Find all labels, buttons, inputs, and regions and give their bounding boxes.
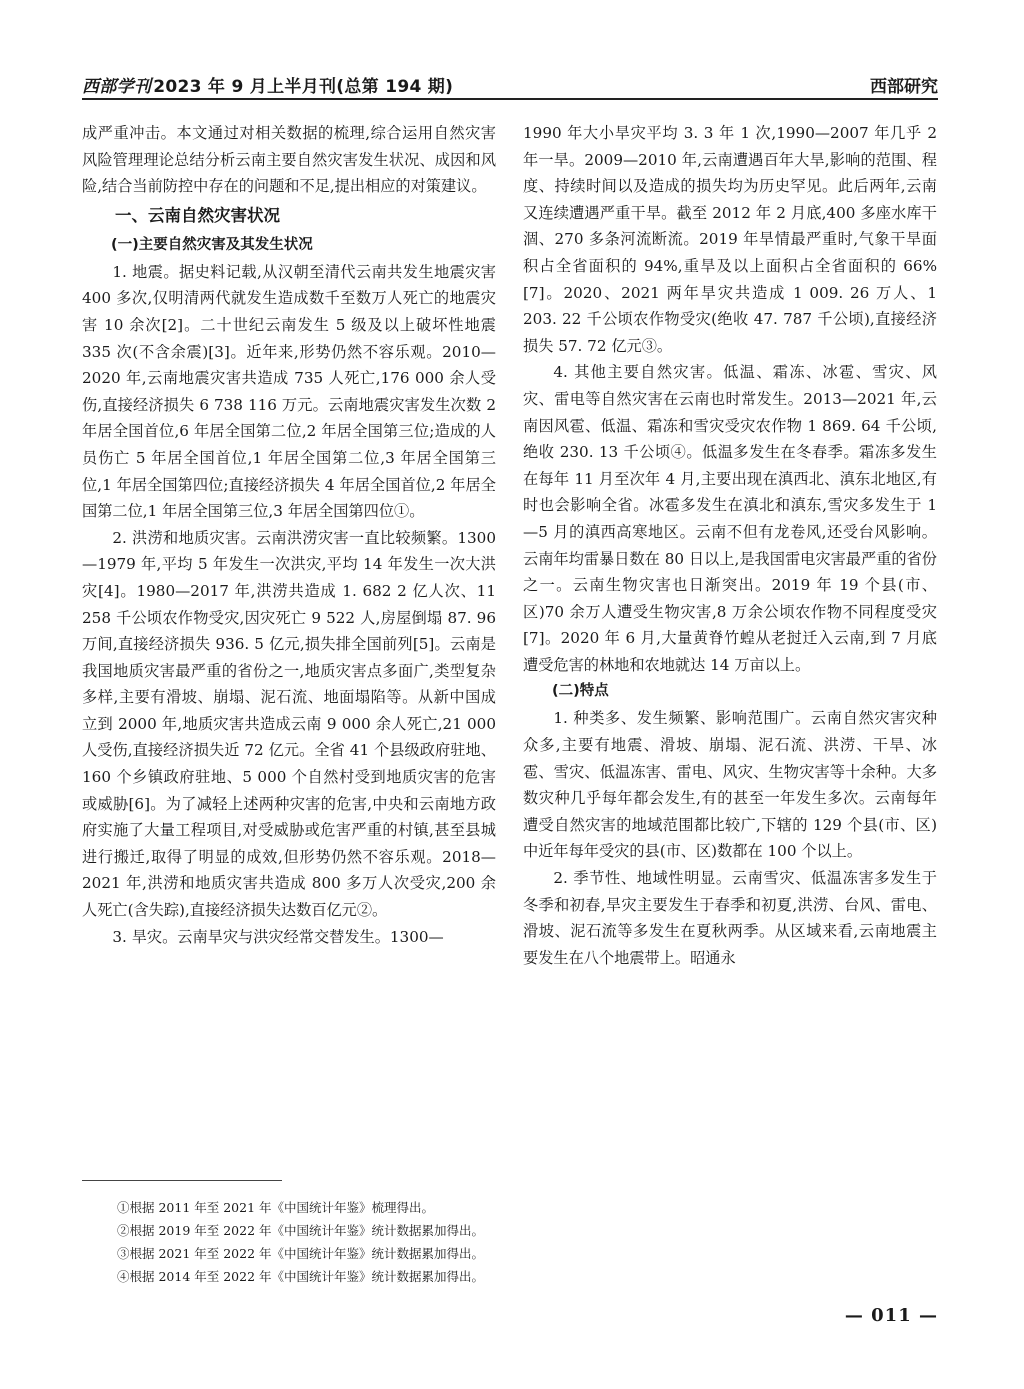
footnote: ②根据 2019 年至 2022 年《中国统计年鉴》统计数据累加得出。: [117, 1223, 485, 1238]
paragraph: 成严重冲击。本文通过对相关数据的梳理,综合运用自然灾害风险管理理论总结分析云南主要自然灾害发生状况、成因和风险,结合当前防控中存在的问题和不足,提出相应的对策建议。: [82, 124, 496, 196]
footnote: ①根据 2011 年至 2021 年《中国统计年鉴》梳理得出。: [117, 1200, 435, 1215]
column-name: 西部研究: [870, 77, 938, 97]
footnote: ③根据 2021 年至 2022 年《中国统计年鉴》统计数据累加得出。: [117, 1246, 485, 1261]
paragraph: 2. 洪涝和地质灾害。云南洪涝灾害一直比较频繁。1300—1979 年,平均 5 年发生一次洪灾,平均 14 年发生一次大洪灾[4]。1980—2017 年,洪涝共造成 1. 682 2 亿人次、11 258 千公顷农作物受灾,因灾死亡 9 522 人,房屋倒塌 87. 96 万间,直接经济损失 936. 5 亿元,损失排全国前列[5]。云南是我国地质灾害最严重的省份之一,地质灾害点多面广,类型复杂多样,主要有滑坡、崩塌、泥石流、地面塌陷等。从新中国成立到 2000 年,地质灾害共造成云南 9 000 余人死亡,21 000 人受伤,直接经济损失近 72 亿元。全省 41 个县级政府驻地、160 个乡镇政府驻地、5 000 个自然村受到地质灾害的危害或威胁[6]。为了减轻上述两种灾害的危害,中央和云南地方政府实施了大量工程项目,对受威胁或危害严重的村镇,甚至县城进行搬迁,取得了明显的成效,但形势仍然不容乐观。2018—2021 年,洪涝和地质灾害共造成 800 多万人次受灾,200 余人死亡(含失踪),直接经济损失达数百亿元②。: [82, 528, 496, 920]
paragraph: 1. 地震。据史料记载,从汉朝至清代云南共发生地震灾害 400 多次,仅明清两代就发生造成数千至数万人死亡的地震灾害 10 余次[2]。二十世纪云南发生 5 级及以上破坏性地震 335 次(不含余震)[3]。近年来,形势仍然不容乐观。2010—2020 年,云南地震灾害共造成 735 人死亡,176 000 余人受伤,直接经济损失 6 738 116 万元。云南地震灾害发生次数 2 年居全国首位,6 年居全国第二位,2 年居全国第三位;造成的人员伤亡 5 年居全国首位,1 年居全国第二位,3 年居全国第三位,1 年居全国第四位;直接经济损失 4 年居全国首位,2 年居全国第二位,1 年居全国第三位,3 年居全国第四位①。: [82, 262, 496, 521]
paragraph: 2. 季节性、地域性明显。云南雪灾、低温冻害多发生于冬季和初春,旱灾主要发生于春季和初夏,洪涝、台风、雷电、滑坡、泥石流等多发生在夏秋两季。从区域来看,云南地震主要发生在八个地震带上。昭通永: [523, 869, 937, 967]
paragraph: 1. 种类多、发生频繁、影响范围广。云南自然灾害灾种众多,主要有地震、滑坡、崩塌、泥石流、洪涝、干旱、冰雹、雪灾、低温冻害、雷电、风灾、生物灾害等十余种。大多数灾种几乎每年都会发生,有的甚至一年发生多次。云南每年遭受自然灾害的地域范围都比较广,下辖的 129 个县(市、区)中近年每年受灾的县(市、区)数都在 100 个以上。: [523, 709, 937, 861]
paragraph: 1990 年大小旱灾平均 3. 3 年 1 次,1990—2007 年几乎 2 年一旱。2009—2010 年,云南遭遇百年大旱,影响的范围、程度、持续时间以及造成的损失均为历史罕见。此后两年,云南又连续遭遇严重干旱。截至 2012 年 2 月底,400 多座水库干涸、270 多条河流断流。2019 年旱情最严重时,气象干旱面积占全省面积的 94%,重旱及以上面积占全省面积的 66%[7]。2020、2021 两年旱灾共造成 1 009. 26 万人、1 203. 22 千公顷农作物受灾(绝收 47. 787 千公顷),直接经济损失 57. 72 亿元③。: [523, 124, 937, 355]
footnotes: [117, 1196, 484, 1288]
issue-info: 2023 年 9 月上半月刊(总第 194 期): [153, 77, 454, 97]
section-heading: 一、云南自然灾害状况: [115, 205, 280, 225]
subsection-heading: (二)特点: [552, 683, 609, 700]
paragraph: 4. 其他主要自然灾害。低温、霜冻、冰雹、雪灾、风灾、雷电等自然灾害在云南也时常发生。2013—2021 年,云南因风雹、低温、霜冻和雪灾受灾农作物 1 869. 64 千公顷,绝收 230. 13 千公顷④。低温多发生在冬春季。霜冻多发生在每年 11 月至次年 4 月,主要出现在滇西北、滇东北地区,有时也会影响全省。冰雹多发生在滇北和滇东,雪灾多发生于 1—5 月的滇西高寒地区。云南不但有龙卷风,还受台风影响。云南年均雷暴日数在 80 日以上,是我国雷电灾害最严重的省份之一。云南生物灾害也日渐突出。2019 年 19 个县(市、区)70 余万人遭受生物灾害,8 万余公顷农作物不同程度受灾[7]。2020 年 6 月,大量黄脊竹蝗从老挝迁入云南,到 7 月底遭受危害的林地和农地就达 14 万亩以上。: [523, 363, 937, 674]
right-column: [523, 120, 937, 971]
journal-logo: 西部学刊: [82, 77, 152, 97]
footnote-divider: [82, 1180, 282, 1181]
paragraph: 3. 旱灾。云南旱灾与洪灾经常交替发生。1300—: [112, 927, 444, 946]
subsection-heading: (一)主要自然灾害及其发生状况: [111, 236, 313, 253]
journal-title: [82, 72, 453, 97]
left-column: [82, 120, 496, 950]
page-number: — 011 —: [844, 1305, 938, 1326]
footnote: ④根据 2014 年至 2022 年《中国统计年鉴》统计数据累加得出。: [117, 1269, 485, 1284]
page-header: [82, 70, 938, 100]
